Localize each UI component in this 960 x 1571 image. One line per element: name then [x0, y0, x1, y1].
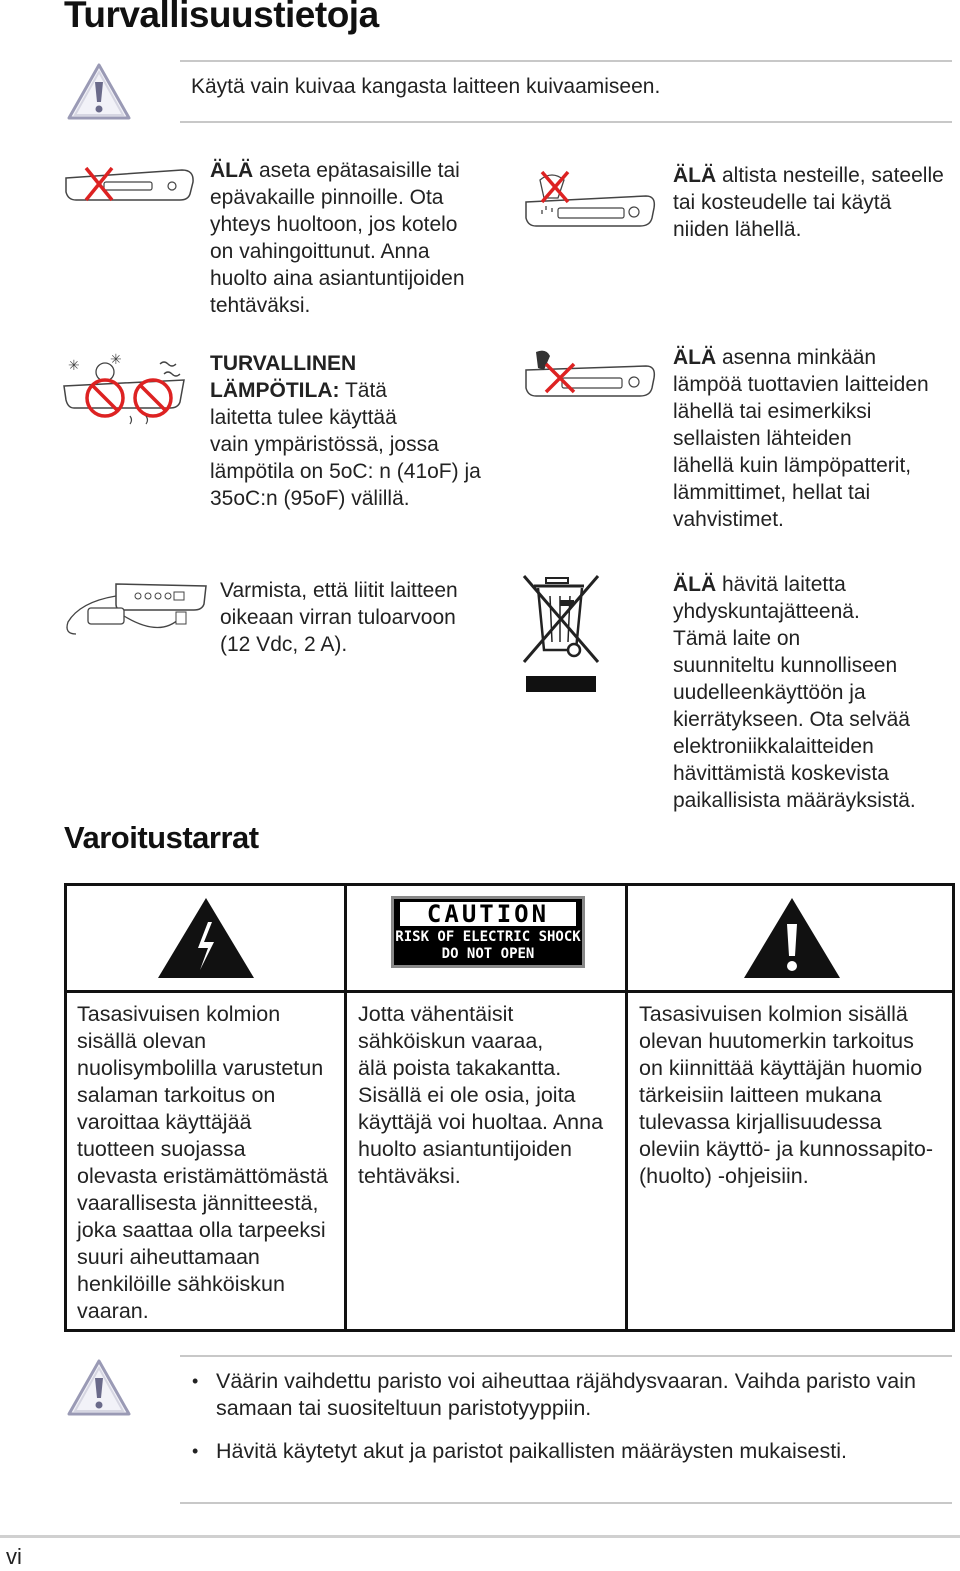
table-divider — [344, 883, 347, 1332]
electric-shock-icon — [156, 896, 256, 980]
divider — [180, 121, 952, 123]
weee-bin-icon — [520, 570, 602, 696]
item-body: hävitä laitetta yhdyskuntajätteenä. Tämä laite on suunniteltu kunnolliseen uudelleenkäyttöön ja kierrätykseen. Ota selvää elektroniikkalaitteiden hävittämistä koskevista paikallisista määräyksistä. — [673, 573, 916, 812]
warning-cell-text: Jotta vähentäisit sähköiskun vaaraa, älä poista takakantta. Sisällä ei ole osia, joita käyttäjä voi huoltaa. Anna huolto asiantuntijoiden tehtäväksi. — [358, 1002, 604, 1188]
item-weee-text — [673, 571, 916, 814]
item-bold-label: ÄLÄ — [673, 346, 717, 369]
item-uneven-surface-text — [210, 157, 465, 319]
notice-text: Käytä vain kuivaa kangasta laitteen kuivaamiseen. — [191, 75, 661, 98]
divider — [180, 1355, 952, 1357]
uneven-surface-icon — [62, 160, 196, 210]
heat-source-icon — [522, 348, 658, 404]
temperature-icon — [60, 350, 192, 430]
item-body: asenna minkään lämpöä tuottavien laitteiden lähellä tai esimerkiksi sellaisten lähteiden lähellä kuin lämpöpatterit, lämmittimet, hellat tai vahvistimet. — [673, 346, 929, 531]
caution-line: DO NOT OPEN — [441, 946, 535, 962]
caution-heading: CAUTION — [400, 902, 576, 926]
item-body: aseta epätasaisille tai epävakaille pinnoille. Ota yhteys huoltoon, jos kotelo on vahingoittunut. Anna huolto aina asiantuntijoiden tehtäväksi. — [210, 159, 465, 317]
item-power-text — [220, 577, 458, 658]
svg-text:✳: ✳ — [68, 358, 80, 374]
item-body: Varmista, että liitit laitteen oikeaan virran tuloarvoon (12 Vdc, 2 A). — [220, 579, 458, 656]
battery-notes — [192, 1368, 932, 1481]
exclamation-warning-icon — [742, 896, 842, 980]
item-liquid-text — [673, 162, 944, 243]
svg-text:✳: ✳ — [110, 352, 122, 368]
table-divider — [625, 883, 628, 1332]
item-body: Tätä laitetta tulee käyttää vain ympäristössä, jossa lämpötila on 5oC: n (41oF) ja 35oC:n (95oF) välillä. — [210, 379, 481, 510]
item-bold-label: ÄLÄ — [210, 159, 254, 182]
caution-line: RISK OF ELECTRIC SHOCK — [395, 929, 581, 945]
divider — [180, 60, 952, 62]
liquid-icon — [522, 168, 658, 234]
page-title: Turvallisuustietoja — [64, 0, 379, 35]
caution-notice-icon — [66, 60, 132, 122]
divider — [180, 1502, 952, 1504]
power-adapter-icon — [60, 578, 210, 642]
footer-divider — [0, 1535, 960, 1538]
item-body: altista nesteille, sateelle tai kosteudelle tai käytä niiden lähellä. — [673, 164, 944, 241]
item-bold-label: ÄLÄ — [673, 164, 717, 187]
warning-cell-text: Tasasivuisen kolmion sisällä olevan nuolisymbolilla varustetun salaman tarkoitus on varoittaa käyttäjää tuotteen suojassa olevasta eristämättömästä vaarallisesta jännitteestä, joka saattaa olla tarpeeksi suuri aiheuttamaan henkilöille sähköiskun vaaran. — [77, 1002, 328, 1323]
page-number: vi — [6, 1544, 22, 1569]
list-item: • Hävitä käytetyt akut ja paristot paikallisten määräysten mukaisesti. — [192, 1438, 932, 1465]
caution-label — [391, 896, 585, 968]
item-bold-label: ÄLÄ — [673, 573, 717, 596]
table-divider — [64, 990, 955, 993]
item-temperature-text — [210, 350, 481, 512]
caution-notice-icon — [66, 1356, 132, 1418]
item-bold-label: TURVALLINEN LÄMPÖTILA: — [210, 352, 357, 402]
item-heat-text — [673, 344, 929, 533]
list-item: • Väärin vaihdettu paristo voi aiheuttaa räjähdysvaaran. Vaihda paristo vain samaan tai suositeltuun paristotyyppiin. — [192, 1368, 932, 1422]
warning-cell-text: Tasasivuisen kolmion sisällä olevan huutomerkin tarkoitus on kiinnittää käyttäjän huomio tärkeisiin laitteen mukana tulevassa kirjallisuudessa oleviin käyttö- ja kunnossapito- (huolto) -ohjeisiin. — [639, 1002, 933, 1188]
section-title: Varoitustarrat — [64, 820, 259, 855]
